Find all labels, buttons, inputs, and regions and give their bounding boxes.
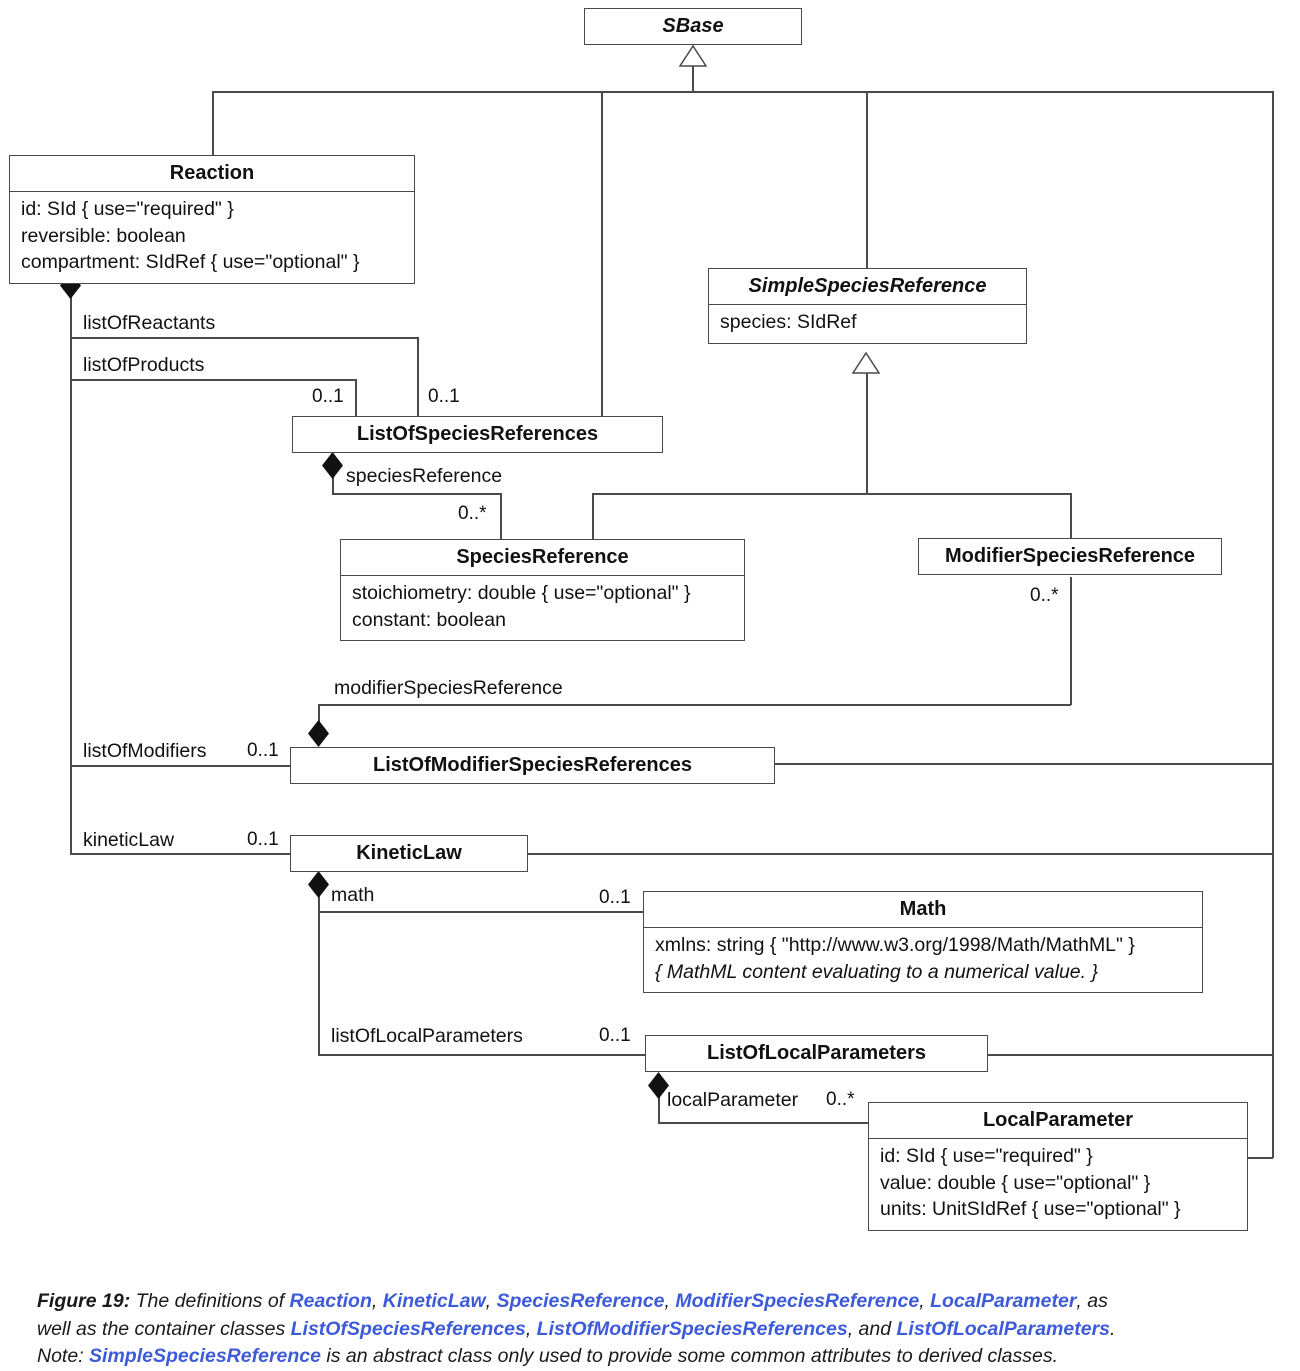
attribute-row: xmlns: string { "http://www.w3.org/1998/Math/MathML" } — [655, 934, 1135, 956]
caption-text: . — [1110, 1317, 1116, 1340]
attribute-row: value: double { use="optional" } — [880, 1171, 1151, 1194]
generalization-triangle-icon — [679, 45, 707, 67]
attribute-row: units: UnitSIdRef { use="optional" } — [880, 1198, 1181, 1220]
caption-text: , — [525, 1317, 537, 1340]
edge-ssr-drop-speciesreference — [592, 493, 594, 539]
class-box-math — [643, 891, 1203, 993]
multiplicity-listofmodifiers: 0..1 — [247, 740, 279, 761]
edge-listoflocalparameters-h — [318, 1054, 645, 1056]
caption-text: , — [664, 1290, 676, 1312]
role-label-listofmodifiers: listOfModifiers — [83, 740, 207, 762]
edge-modifierspeciesreference-v1 — [1070, 577, 1072, 705]
caption-class-link[interactable]: ModifierSpeciesReference — [675, 1290, 920, 1312]
edge-math-h — [318, 911, 643, 913]
caption-class-link[interactable]: SpeciesReference — [496, 1290, 665, 1312]
composition-diamond-icon — [308, 871, 329, 898]
caption-text: , — [485, 1290, 497, 1312]
role-label-math: math — [331, 884, 375, 906]
edge-generalization-drop-listofspeciesreferences — [601, 91, 603, 416]
caption-class-link[interactable]: ListOfModifierSpeciesReferences — [536, 1317, 848, 1340]
edge-generalization-drop-simplespeciesreference — [866, 91, 868, 268]
role-label-listofproducts: listOfProducts — [83, 354, 205, 376]
edge-generalization-branch-localparameter — [1248, 1157, 1273, 1159]
role-label-localparameter: localParameter — [667, 1089, 799, 1111]
caption-text: is an abstract class only used to provide some common attributes to derived classes. — [320, 1345, 1058, 1367]
class-box-sbase — [584, 8, 802, 45]
class-title: SpeciesReference — [456, 546, 629, 568]
attribute-row: id: SId { use="required" } — [21, 198, 234, 220]
caption-text: , — [919, 1290, 931, 1312]
class-box-speciesreference — [340, 539, 745, 641]
role-label-listoflocalparameters: listOfLocalParameters — [331, 1025, 523, 1047]
class-box-kineticlaw — [290, 835, 528, 872]
role-label-kineticlaw: kineticLaw — [83, 829, 175, 851]
class-box-listoflocalparameters — [645, 1035, 988, 1072]
class-box-modifierspeciesreference — [918, 538, 1222, 575]
attribute-row: id: SId { use="required" } — [880, 1145, 1093, 1167]
class-attributes — [10, 191, 414, 283]
multiplicity-listofreactants: 0..1 — [428, 386, 460, 407]
attribute-row: stoichiometry: double { use="optional" } — [352, 582, 691, 604]
role-label-listofreactants: listOfReactants — [83, 312, 216, 334]
class-title: ModifierSpeciesReference — [944, 545, 1196, 567]
edge-listofreactants-h — [70, 337, 417, 339]
class-title: ListOfModifierSpeciesReferences — [373, 754, 692, 776]
edge-localparameter-h — [658, 1122, 868, 1124]
edge-speciesreference-h — [332, 493, 500, 495]
edge-ssr-drop-modifierspeciesreference — [1070, 493, 1072, 539]
multiplicity-localparameter: 0..* — [826, 1089, 855, 1110]
edge-listofmodifiers-h — [70, 765, 290, 767]
class-attributes — [644, 927, 1202, 992]
caption-figure-label: Figure 19: — [37, 1290, 131, 1312]
attribute-row: { MathML content evaluating to a numerical value. } — [655, 960, 1098, 983]
edge-kineticlaw-composition-spine — [318, 896, 320, 1054]
caption-text: , — [371, 1290, 383, 1312]
attribute-row: constant: boolean — [352, 608, 506, 631]
class-box-localparameter — [868, 1102, 1248, 1231]
class-title: Reaction — [169, 162, 255, 184]
class-box-simplespeciesreference — [708, 268, 1027, 344]
edge-localparameter-v — [658, 1097, 660, 1123]
caption-class-link[interactable]: Reaction — [289, 1290, 372, 1312]
multiplicity-math: 0..1 — [599, 887, 631, 908]
caption-class-link[interactable]: ListOfLocalParameters — [896, 1317, 1111, 1340]
role-label-modifierspeciesreference: modifierSpeciesReference — [334, 677, 563, 699]
caption-class-link[interactable]: KineticLaw — [382, 1290, 486, 1312]
class-attributes — [341, 575, 744, 640]
edge-listofproducts-h — [70, 379, 355, 381]
class-box-listofmodifierspeciesreferences — [290, 747, 775, 784]
class-box-reaction — [9, 155, 415, 284]
caption-class-link[interactable]: LocalParameter — [930, 1290, 1077, 1312]
edge-kineticlaw-h — [70, 853, 290, 855]
edge-generalization-branch-listofmodifierspeciesreferences — [775, 763, 1272, 765]
caption-class-link[interactable]: ListOfSpeciesReferences — [290, 1317, 526, 1340]
caption-text: Note: — [37, 1345, 90, 1367]
caption-class-link[interactable]: SimpleSpeciesReference — [89, 1345, 321, 1367]
caption-text: well as the container classes — [37, 1317, 291, 1340]
edge-generalization-spine-right — [1272, 91, 1274, 1158]
class-title: LocalParameter — [982, 1109, 1134, 1131]
multiplicity-listofproducts: 0..1 — [312, 386, 344, 407]
class-title: SimpleSpeciesReference — [748, 275, 987, 297]
edge-generalization-branch-kineticlaw — [528, 853, 1272, 855]
edge-sbase-triangle-stem — [692, 66, 694, 91]
attribute-row: compartment: SIdRef { use="optional" } — [21, 251, 360, 273]
multiplicity-kineticlaw: 0..1 — [247, 829, 279, 850]
class-title: SBase — [662, 15, 724, 37]
edge-generalization-spine-top — [212, 91, 1273, 93]
multiplicity-modifierspeciesreference: 0..* — [1030, 585, 1059, 606]
composition-diamond-icon — [648, 1072, 669, 1099]
composition-diamond-icon — [322, 452, 343, 479]
composition-diamond-icon — [308, 720, 329, 747]
edge-ssr-subclass-spine — [592, 493, 1070, 495]
role-label-speciesreference: speciesReference — [346, 465, 503, 487]
edge-modifierspeciesreference-h — [318, 704, 1071, 706]
caption-text: , and — [847, 1317, 897, 1340]
caption-text: , as — [1076, 1290, 1108, 1312]
edge-listofreactants-v — [417, 337, 419, 416]
edge-generalization-drop-reaction — [212, 91, 214, 155]
multiplicity-listoflocalparameters: 0..1 — [599, 1025, 631, 1046]
edge-listofproducts-v — [355, 379, 357, 416]
class-box-listofspeciesreferences — [292, 416, 663, 453]
class-title: Math — [899, 898, 947, 920]
class-title: ListOfSpeciesReferences — [356, 423, 599, 445]
class-attributes — [869, 1138, 1247, 1230]
edge-speciesreference-v2 — [500, 493, 502, 539]
attribute-row: reversible: boolean — [21, 224, 186, 247]
class-title: ListOfLocalParameters — [707, 1042, 926, 1064]
generalization-triangle-icon — [852, 352, 880, 374]
attribute-row: species: SIdRef — [720, 311, 857, 333]
edge-speciesreference-v1 — [332, 477, 334, 494]
edge-generalization-branch-listoflocalparameters — [988, 1054, 1272, 1056]
caption-text: The definitions of — [130, 1290, 290, 1312]
edge-ssr-triangle-stem — [866, 373, 868, 493]
class-attributes — [709, 304, 1026, 343]
multiplicity-speciesreference: 0..* — [458, 503, 487, 524]
class-title: KineticLaw — [356, 842, 462, 864]
figure-caption — [37, 1288, 1269, 1371]
